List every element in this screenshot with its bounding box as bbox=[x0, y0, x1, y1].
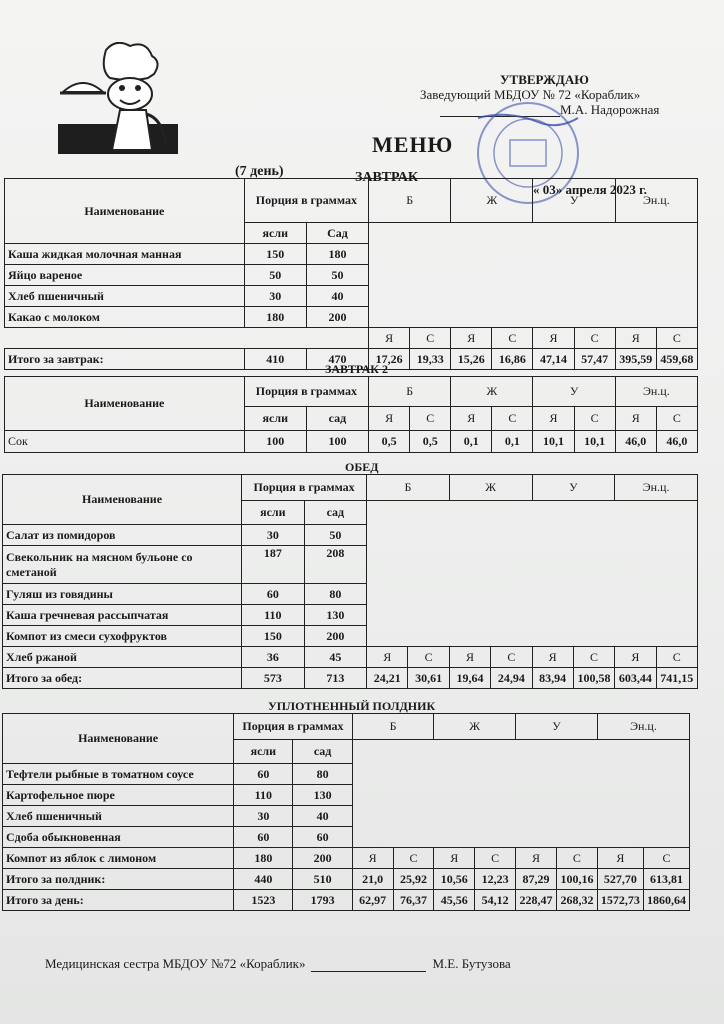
table-row: Яйцо вареное 50 50 bbox=[5, 265, 698, 286]
lunch-total-row: Итого за обед: 573 713 24,21 30,61 19,64 24,94 83,94 100,58 603,44 741,15 bbox=[3, 668, 698, 689]
col-zh: Ж bbox=[451, 179, 533, 223]
empty-block bbox=[369, 223, 698, 328]
table-row: Свекольник на мясном бульоне со сметаной 187 208 bbox=[3, 546, 698, 584]
lunch-title: ОБЕД bbox=[345, 460, 379, 474]
chef-logo bbox=[58, 42, 183, 157]
day-total-row: Итого за день: 1523 1793 62,97 76,37 45,56 54,12 228,47 268,32 1572,73 1860,64 bbox=[3, 890, 690, 911]
table-row: Тефтели рыбные в томатном соусе 60 80 bbox=[3, 764, 690, 785]
table-row: Сок 100 100 0,5 0,5 0,1 0,1 10,1 10,1 46,0 46,0 bbox=[5, 431, 698, 453]
table-row: Компот из смеси сухофруктов 150 200 bbox=[3, 626, 698, 647]
breakfast2-table: Наименование Порция в граммах Б Ж У Эн.ц. ясли сад Я С Я С Я С Я С Сок 100 100 0,5 0,5 0,1 0,1 10,1 10,1 46,0 46,0 bbox=[4, 376, 698, 453]
col-en: Эн.ц. bbox=[615, 179, 697, 223]
col-u: У bbox=[533, 179, 615, 223]
menu-title: МЕНЮ bbox=[372, 132, 454, 157]
approve-name: М.А. Надорожная bbox=[420, 102, 680, 117]
breakfast-total-row: Итого за завтрак: 410 470 17,26 19,33 15,26 16,86 47,14 57,47 395,59 459,68 bbox=[5, 349, 698, 370]
lunch-table: Наименование Порция в граммах Б Ж У Эн.ц. ясли сад Салат из помидоров 30 50 Свекольник на мясном бульоне со сметаной 187 208 Гуляш из говядины 60 80 Каша гречневая рассыпчатая 110 130 Компот из смеси сухофруктов 150 200 Хлеб ржаной 36 45 Я С Я С Я С Я С Итого за обед: 573 713 24,21 30,61 19,64 24,94 83,94 100,58 603,44 741,15 bbox=[2, 474, 698, 689]
col-portion: Порция в граммах bbox=[244, 179, 368, 223]
table-row: Хлеб ржаной 36 45 Я С Я С Я С Я С bbox=[3, 647, 698, 668]
table-row: Каша гречневая рассыпчатая 110 130 bbox=[3, 605, 698, 626]
menu-date: « 03» апреля 2023 г. bbox=[533, 182, 647, 197]
table-row: Каша жидкая молочная манная 150 180 bbox=[5, 244, 698, 265]
breakfast2-title: ЗАВТРАК 2 bbox=[325, 362, 389, 376]
nurse-label: Медицинская сестра МБДОУ №72 «Кораблик» bbox=[45, 956, 306, 971]
ya-s-row: Я С Я С Я С Я С bbox=[5, 328, 698, 349]
col-sad: Сад bbox=[306, 223, 368, 244]
snack-title: УПЛОТНЕННЫЙ ПОЛДНИК bbox=[268, 699, 436, 713]
table-row: Салат из помидоров 30 50 bbox=[3, 525, 698, 546]
breakfast-title: ЗАВТРАК bbox=[355, 170, 419, 185]
col-yasli: ясли bbox=[244, 223, 306, 244]
approve-title: УТВЕРЖДАЮ bbox=[500, 72, 589, 87]
snack-total-row: Итого за полдник: 440 510 21,0 25,92 10,56 12,23 87,29 100,16 527,70 613,81 bbox=[3, 869, 690, 890]
table-row: Хлеб пшеничный 30 40 bbox=[5, 286, 698, 307]
breakfast-table bbox=[4, 178, 698, 370]
table-row: Гуляш из говядины 60 80 bbox=[3, 584, 698, 605]
nurse-name: М.Е. Бутузова bbox=[432, 956, 511, 971]
day-label: (7 день) bbox=[235, 164, 284, 179]
nurse-signature bbox=[45, 956, 511, 972]
table-row: Сдоба обыкновенная 60 60 bbox=[3, 827, 690, 848]
table-row: Хлеб пшеничный 30 40 bbox=[3, 806, 690, 827]
snack-table: Наименование Порция в граммах Б Ж У Эн.ц. ясли сад Тефтели рыбные в томатном соусе 60 80 Картофельное пюре 110 130 Хлеб пшеничный 30 40 Сдоба обыкновенная 60 60 Компот из яблок с лимоном 180 200 Я С Я С Я С Я С Итого за полдник: 440 510 21,0 25,92 10,56 12,23 87,29 100,16 527,70 613,81 Итого за день: 1523 1793 62,97 76,37 45,56 54,12 228,47 268,32 1572,73 1860,64 bbox=[2, 713, 690, 911]
col-b: Б bbox=[369, 179, 451, 223]
table-row: Какао с молоком 180 200 bbox=[5, 307, 698, 328]
table-row: Картофельное пюре 110 130 bbox=[3, 785, 690, 806]
col-name: Наименование bbox=[5, 179, 245, 244]
approve-position: Заведующий МБДОУ № 72 «Кораблик» bbox=[420, 87, 641, 102]
table-row: Компот из яблок с лимоном 180 200 Я С Я С Я С Я С bbox=[3, 848, 690, 869]
